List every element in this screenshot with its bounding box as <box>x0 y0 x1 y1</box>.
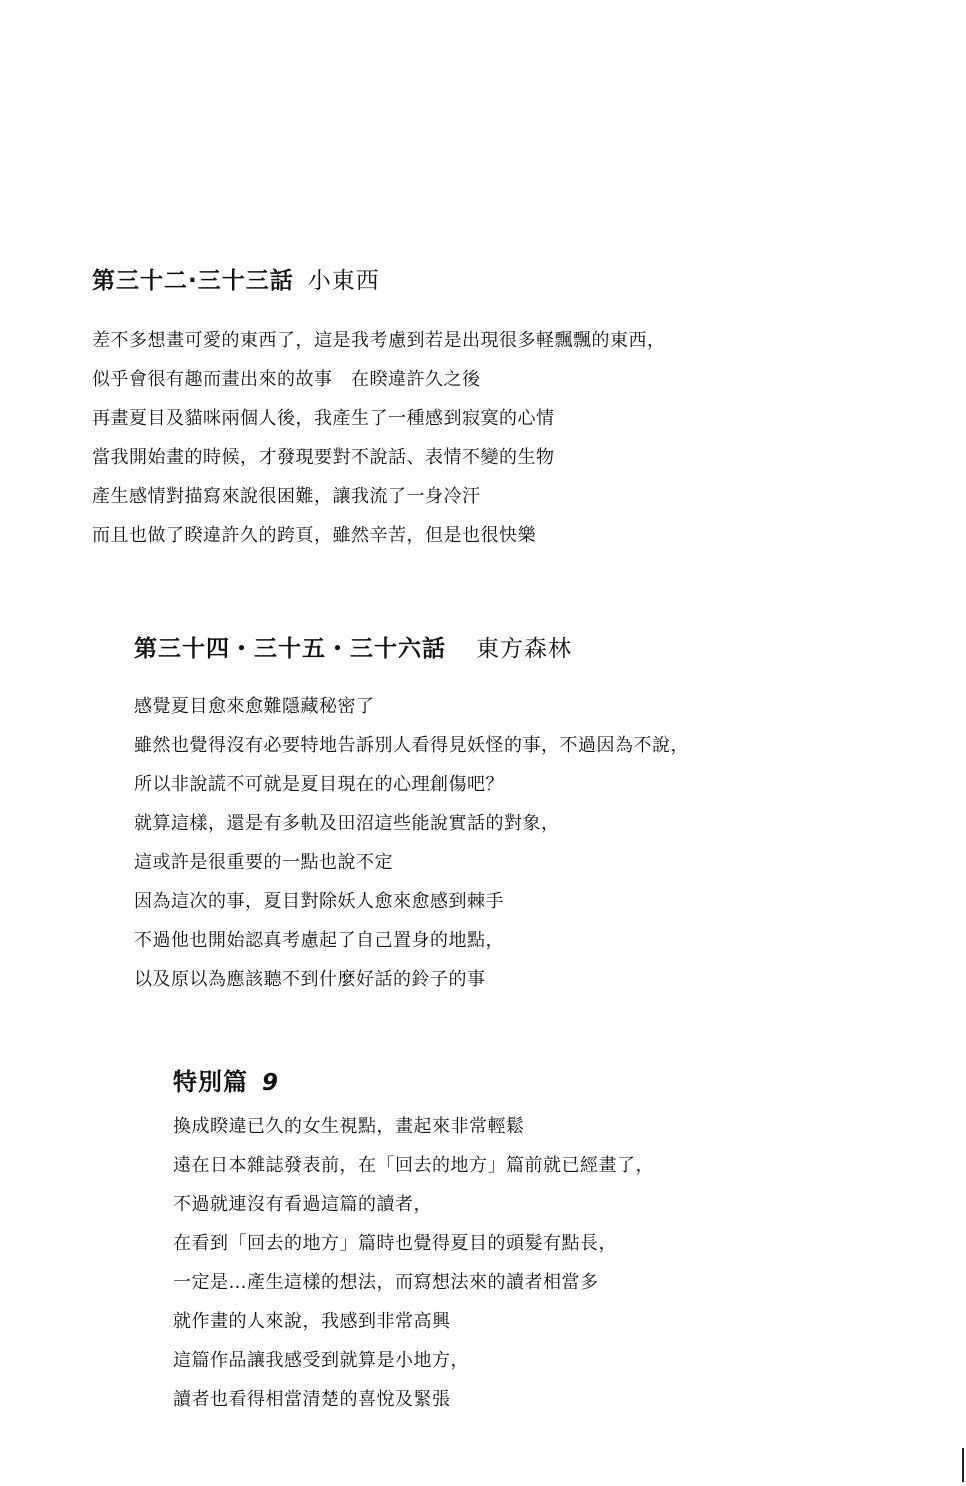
chapter-number: 第三十四・三十五・三十六話 <box>134 636 446 662</box>
chapter-number: 特別篇 <box>173 1068 248 1096</box>
scan-edge-mark <box>962 1448 964 1482</box>
text-line: 讀者也看得相當清楚的喜悅及緊張 <box>173 1389 451 1410</box>
text-line: 產生感情對描寫來說很困難，讓我流了一身冷汗 <box>92 486 481 507</box>
text-line: 不過他也開始認真考慮起了自己置身的地點， <box>134 930 504 951</box>
text-line: 似乎會很有趣而畫出來的故事 在睽違許久之後 <box>92 369 481 390</box>
text-line: 差不多想畫可愛的東西了，這是我考慮到若是出現很多軽飄飄的東西， <box>92 330 666 351</box>
text-line: 換成睽違已久的女生視點，畫起來非常輕鬆 <box>173 1116 525 1137</box>
section-heading <box>173 1062 654 1097</box>
section-chapter-34-36 <box>134 630 689 999</box>
section-heading <box>92 262 666 295</box>
text-line: 在看到「回去的地方」篇時也覺得夏目的頭髮有點長， <box>173 1233 617 1254</box>
section-chapter-32-33 <box>92 262 666 555</box>
text-line: 這或許是很重要的一點也說不定 <box>134 852 393 873</box>
text-line: 這篇作品讓我感受到就算是小地方， <box>173 1350 469 1371</box>
text-line: 所以非說謊不可就是夏目現在的心理創傷吧？ <box>134 774 504 795</box>
section-special-9 <box>173 1062 654 1419</box>
text-line: 遠在日本雜誌發表前，在「回去的地方」篇前就已經畫了， <box>173 1155 654 1176</box>
text-line: 就算這樣，還是有多軌及田沼這些能說實話的對象， <box>134 813 560 834</box>
text-line: 再畫夏目及貓咪兩個人後，我產生了一種感到寂寞的心情 <box>92 408 555 429</box>
chapter-title: 9 <box>262 1070 280 1096</box>
text-line: 因為這次的事，夏目對除妖人愈來愈感到棘手 <box>134 891 504 912</box>
text-line: 感覺夏目愈來愈難隱藏秘密了 <box>134 696 375 717</box>
chapter-number: 第三十二·三十三話 <box>92 268 294 294</box>
text-line: 而且也做了睽違許久的跨頁，雖然辛苦，但是也很快樂 <box>92 525 536 546</box>
section-heading <box>134 630 689 663</box>
text-line: 當我開始畫的時候，才發現要對不說話、表情不變的生物 <box>92 447 555 468</box>
paragraph-lines <box>173 1107 654 1419</box>
text-line: 一定是…產生這樣的想法，而寫想法來的讀者相當多 <box>173 1272 599 1293</box>
chapter-title: 小東西 <box>307 268 380 294</box>
text-line: 以及原以為應該聽不到什麼好話的鈴子的事 <box>134 969 486 990</box>
paragraph-lines <box>134 687 689 999</box>
text-line: 就作畫的人來說，我感到非常高興 <box>173 1311 451 1332</box>
chapter-title: 東方森林 <box>476 636 572 662</box>
paragraph-lines <box>92 321 666 555</box>
text-line: 雖然也覺得沒有必要特地告訴別人看得見妖怪的事，不過因為不說， <box>134 735 689 756</box>
text-line: 不過就連沒有看過這篇的讀者， <box>173 1194 432 1215</box>
